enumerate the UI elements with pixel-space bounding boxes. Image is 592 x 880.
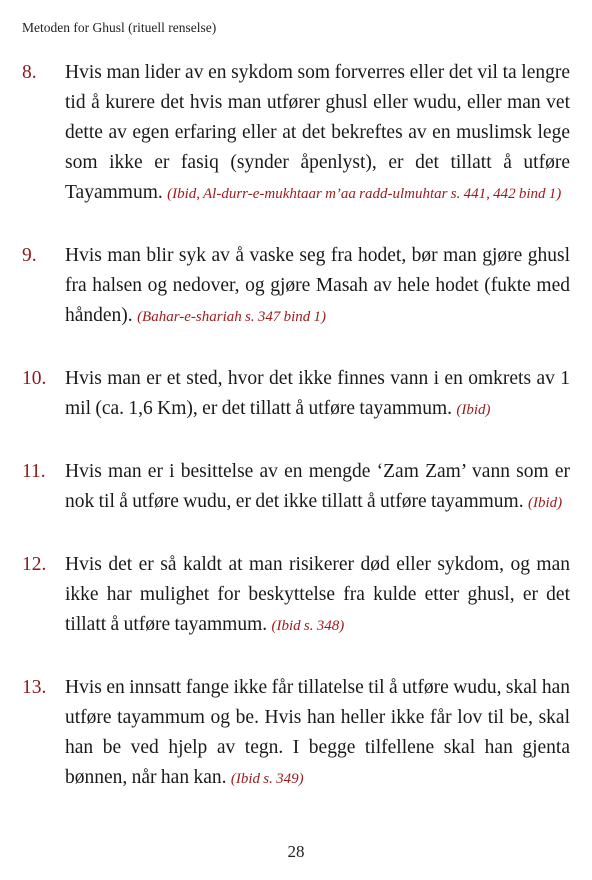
item-body: Hvis det er så kaldt at man risikerer død eller sykdom, og man ikke har mulighet for beskyttelse fra kulde etter ghusl, er det tillatt å utføre tayammum. bbox=[65, 554, 570, 635]
list-item bbox=[22, 673, 570, 794]
item-body: Hvis man lider av en sykdom som forverres eller det vil ta lengre tid å kurere det hvis man utfører ghusl eller wudu, eller man vet dette av egen erfaring eller at det bekreftes av en muslimsk lege som ikke er fasiq (synder åpenlyst), er det tillatt å utføre Tayammum. bbox=[65, 62, 570, 203]
item-number: 12. bbox=[22, 554, 47, 575]
item-reference: (Ibid s. 349) bbox=[230, 771, 304, 787]
numbered-list bbox=[22, 58, 570, 826]
page-number: 28 bbox=[287, 842, 305, 861]
item-number: 8. bbox=[22, 62, 37, 83]
item-text bbox=[65, 550, 570, 641]
item-body: Hvis en innsatt fange ikke får tillatelse til å utføre wudu, skal han utføre tayammum og be. Hvis han heller ikke får lov til be, skal han be ved hjelp av tegn. I begge tilfellene skal han gjenta bønnen, når han kan. bbox=[65, 677, 570, 788]
item-text bbox=[65, 241, 570, 332]
running-header: Metoden for Ghusl (rituell renselse) bbox=[22, 20, 217, 35]
item-number: 9. bbox=[22, 245, 37, 266]
item-text bbox=[65, 457, 570, 518]
item-reference: (Ibid s. 348) bbox=[271, 618, 345, 634]
item-reference: (Bahar-e-shariah s. 347 bind 1) bbox=[137, 309, 326, 325]
list-item bbox=[22, 364, 570, 425]
list-item bbox=[22, 241, 570, 332]
list-item bbox=[22, 58, 570, 209]
item-body: Hvis man er i besittelse av en mengde ‘Zam Zam’ vann som er nok til å utføre wudu, er det ikke tillatt å utføre tayammum. bbox=[65, 461, 570, 512]
item-reference: (Ibid, Al-durr-e-mukhtaar m’aa radd-ulmuhtar s. 441, 442 bind 1) bbox=[167, 186, 562, 202]
item-text bbox=[65, 58, 570, 209]
item-text bbox=[65, 364, 570, 425]
item-body: Hvis man er et sted, hvor det ikke finnes vann i en omkrets av 1 mil (ca. 1,6 Km), er det tillatt å utføre tayammum. bbox=[65, 368, 570, 419]
item-reference: (Ibid) bbox=[456, 402, 491, 418]
item-number: 10. bbox=[22, 368, 47, 389]
list-item bbox=[22, 550, 570, 641]
item-text bbox=[65, 673, 570, 794]
item-body: Hvis man blir syk av å vaske seg fra hodet, bør man gjøre ghusl fra halsen og nedover, og gjøre Masah av hele hodet (fukte med hånden). bbox=[65, 245, 570, 326]
item-number: 11. bbox=[22, 461, 46, 482]
list-item bbox=[22, 457, 570, 518]
item-number: 13. bbox=[22, 677, 47, 698]
item-reference: (Ibid) bbox=[527, 495, 563, 511]
